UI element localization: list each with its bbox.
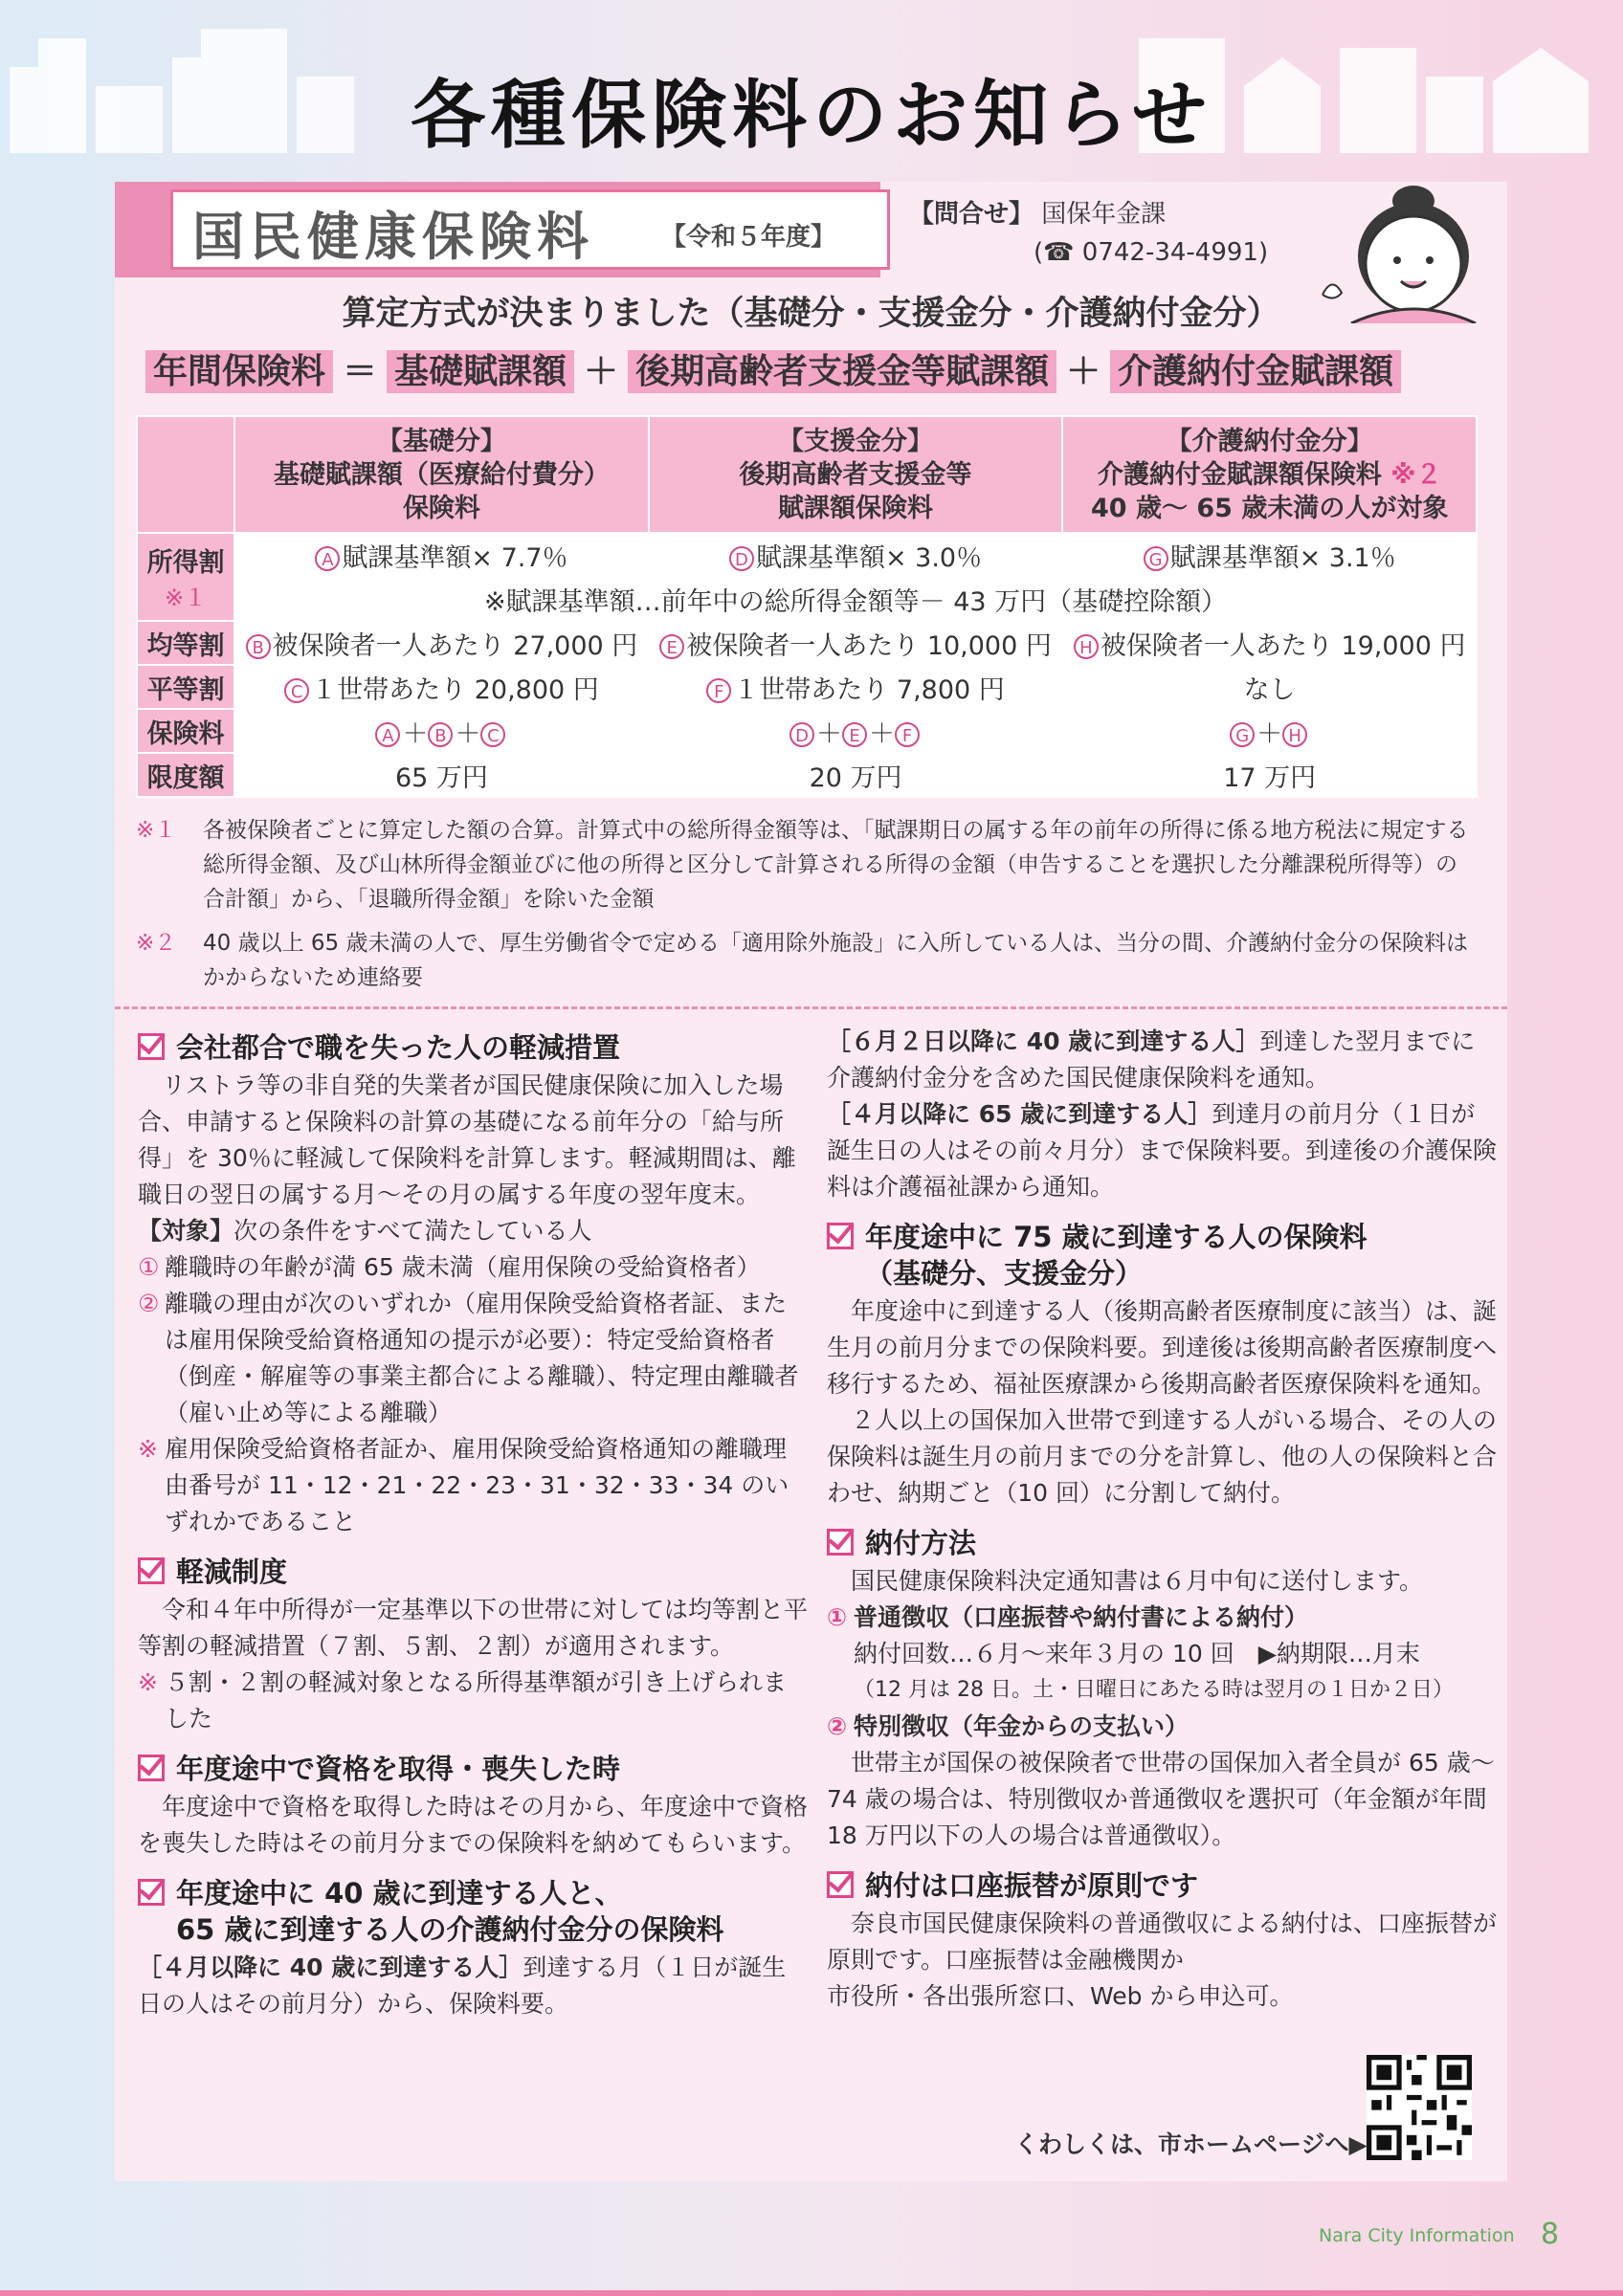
left-column [138,1024,808,2022]
heading-payment-method [827,1525,1497,1561]
cell-income-support [649,533,1063,577]
col-header-line: 後期高齢者支援金等 [739,459,972,490]
heading-direct-debit [827,1867,1497,1904]
publication-name: Nara City Information [1319,2225,1515,2246]
heading-text: 軽減制度 [176,1556,288,1588]
cell-base-amount-note: ※賦課基準額…前年中の総所得金額等－ 43 万円（基礎控除額） [234,577,1477,621]
checkbox-icon [827,1223,854,1249]
section-title-box [170,189,890,270]
list-text: 離職時の年齢が満 65 歳未満（雇用保険の受給資格者） [165,1253,761,1281]
col-header-line [1063,458,1476,492]
list-number: ① [138,1253,160,1281]
paragraph: 奈良市国民健康保険料の普通徴収による納付は、口座振替が原則です。口座振替は金融機関か [827,1910,1498,1974]
row-head-note: ※１ [165,585,208,611]
cell-percapita-support [649,621,1063,665]
row-head-limit: 限度額 [137,753,234,797]
target-line [138,1213,808,1249]
cell-limit-support: 20 万円 [649,753,1063,797]
checkbox-icon [138,1557,165,1584]
col-header-line: 40 歳～ 65 歳未満の人が対象 [1091,493,1449,523]
contact-tel: (☎ 0742-34-4991) [1034,238,1269,267]
dashed-divider [115,1006,1507,1009]
paragraph: リストラ等の非自発的失業者が国民健康保険に加入した場合、申請すると保険料の計算の基礎になる前年分の「給与所得」を 30％に軽減して保険料を計算します。軽減期間は、離職日の翌日の属する月～その月の属する年度の翌年度末。 [138,1071,796,1208]
contact-info [909,195,1268,272]
heading-qualification-change [138,1751,808,1787]
col-header-text: 介護納付金賦課額保険料 [1097,459,1382,490]
heading-text: （基礎分、支援金分） [865,1257,1144,1290]
target-label: 【対象】 [138,1217,234,1245]
paragraph: 年度途中に到達する人（後期高齢者医療制度に該当）は、誕生月の前月分までの保険料要。到達後は後期高齢者医療制度へ移行するため、福祉医療課から後期高齢者医療保険料を通知。 [827,1297,1498,1398]
col-header-note: ※２ [1390,459,1442,490]
formula-term-basic: 基礎賦課額 [387,350,574,393]
cell-text: 賦課基準額× 3.1％ [1169,542,1396,573]
row-head-per-household: 平等割 [137,665,234,709]
cell-text: 賦課基準額× 3.0％ [755,542,983,573]
col-header-line: 賦課額保険料 [778,493,934,523]
para-label: ［４月以降に 65 歳に到達する人］ [827,1100,1212,1128]
list-item [138,1665,808,1737]
checkbox-icon [138,1879,165,1906]
mark-g: G [1230,722,1255,747]
heading-text: 会社都合で職を失った人の軽減措置 [176,1031,621,1064]
cell-text: 賦課基準額× 7.7％ [342,542,568,573]
list-item [138,1431,808,1540]
formula-plus: ＋ [584,352,619,391]
cell-household-care: なし [1062,665,1477,709]
content-panel [115,182,1507,2181]
heading-unemployment-relief [138,1029,808,1066]
mark-h: H [1074,634,1099,659]
mark-c: C [480,722,505,747]
formula-term-support: 後期高齢者支援金等賦課額 [628,350,1056,393]
list-number: ② [138,1290,160,1317]
mark-a: A [375,722,400,747]
mark-d: D [729,546,754,571]
para-text: 到達した翌月までに介護納付金分を含めた国民健康保険料を通知。 [827,1027,1476,1092]
list-number: ② [827,1712,848,1740]
cell-percapita-basic [234,621,649,665]
section-title: 国民健康保険料 [192,207,594,267]
paragraph: 年度途中で資格を取得した時はその月から、年度途中で資格を喪失した時はその前月分までの保険料を納めてもらいます。 [138,1793,809,1857]
formula-plus: ＋ [1066,352,1101,391]
page-number: 8 [1541,2218,1560,2251]
col-header-line: 【支援金分】 [778,426,934,456]
cell-limit-basic: 65 万円 [234,753,649,797]
mark-e: E [659,634,684,659]
list-number: ① [827,1603,848,1631]
plus-sign: ＋ [402,718,429,749]
paragraph [827,1096,1497,1205]
col-header-care [1062,416,1477,533]
checkbox-icon [827,1529,854,1556]
paragraph: 令和４年中所得が一定基準以下の世帯に対しては均等割と平等割の軽減措置（７割、５割、２割）が適用されます。 [138,1596,809,1660]
heading-text: 年度途中に 40 歳に到達する人と、 [176,1877,623,1910]
cell-income-care [1062,533,1477,577]
footnote-text: 各被保険者ごとに算定した額の合算。計算式中の総所得金額等は、「賦課期日の属する年の前年の所得に係る地方税法に規定する総所得金額、及び山林所得金額並びに他の所得と区分して計算される所得の金額（申告することを選択した分離課税所得等）の合計額」から、「退職所得金額」を除いた金額 [203,818,1469,912]
table-corner [137,416,234,533]
payment-detail: 納付回数…６月～来年３月の 10 回 ▶納期限…月末 [854,1640,1420,1667]
plus-sign: ＋ [816,718,843,749]
homepage-link[interactable]: くわしくは、市ホームページへ▶ [1014,2130,1367,2158]
paragraph: ２人以上の国保加入世帯で到達する人がいる場合、その人の保険料は誕生月の前月までの分を計算し、他の人の保険料と合わせ、納期ごと（10 回）に分割して納付。 [827,1406,1498,1507]
right-column [827,1024,1497,2015]
cell-limit-care: 17 万円 [1062,753,1477,797]
mark-a: A [315,546,340,571]
list-item [827,1600,1497,1636]
mark-e: E [842,722,867,747]
list-number: ※ [138,1668,158,1696]
plus-sign: ＋ [1256,718,1283,749]
list-text: 離職の理由が次のいずれか（雇用保険受給資格者証、または雇用保険受給資格通知の提示が必要）：特定受給資格者（倒産・解雇等の事業主都合による離職）、特定理由離職者（雇い止め等による離職） [165,1290,799,1426]
para-label: ［６月２日以降に 40 歳に到達する人］ [827,1027,1260,1055]
cell-text: 被保険者一人あたり 27,000 円 [272,630,638,661]
col-header-line: 【基礎分】 [376,426,506,456]
mark-g: G [1144,546,1168,571]
heading-text: 65 歳に到達する人の介護納付金分の保険料 [176,1913,724,1946]
heading-text: 納付は口座振替が原則です [865,1869,1199,1902]
cell-text: １世帯あたり 20,800 円 [311,674,599,705]
col-header-line: 基礎賦課額（医療給付費分） [273,459,610,490]
mark-b: B [428,722,453,747]
plus-sign: ＋ [455,718,481,749]
table-footnotes [136,813,1476,1004]
footnote-1 [136,813,1476,916]
cell-household-basic [234,665,649,709]
mark-f: F [706,678,731,703]
footnote-mark: ※１ [136,818,177,843]
page-title: 各種保険料のお知らせ [411,73,1212,159]
checkbox-icon [827,1871,854,1898]
heading-text: 年度途中で資格を取得・喪失した時 [176,1753,621,1785]
cell-household-support [649,665,1063,709]
para-label: ［４月以降に 40 歳に到達する人］ [138,1954,523,1981]
col-header-line: 保険料 [402,493,480,523]
cell-premium-support [649,709,1063,753]
col-header-support [649,416,1063,533]
para-text: 到達する月（１日が誕生日の人はその前月分）から、保険料要。 [138,1954,787,2018]
footnote-2 [136,926,1476,995]
year-tag: 【令和５年度】 [661,223,836,252]
cell-text: 被保険者一人あたり 10,000 円 [686,630,1052,661]
qr-code-icon[interactable] [1367,2055,1472,2160]
row-head-text: 所得割 [146,548,225,578]
heading-reduction-system [138,1554,808,1590]
cell-income-basic [234,533,649,577]
bottom-bar [0,2290,1623,2296]
paragraph: 市役所・各出張所窓口、Web から申込可。 [827,1982,1294,2010]
footnote-mark: ※２ [136,931,177,956]
formula-total: 年間保険料 [145,350,333,393]
list-item [138,1249,808,1286]
plus-sign: ＋ [869,718,896,749]
list-number: ※ [138,1435,158,1463]
heading-age-40-65 [138,1875,808,1948]
premium-rate-table [136,415,1478,798]
row-head-per-capita: 均等割 [137,621,234,665]
mark-c: C [284,678,309,703]
row-head-premium: 保険料 [137,709,234,753]
footnote-text: 40 歳以上 65 歳未満の人で、厚生労働省令で定める「適用除外施設」に入所している人は、当分の間、介護納付金分の保険料はかからないため連絡要 [203,931,1469,990]
premium-formula [145,344,1401,393]
cell-text: 被保険者一人あたり 19,000 円 [1100,630,1466,661]
checkbox-icon [138,1755,165,1781]
cell-premium-basic [234,709,649,753]
paragraph [827,1024,1497,1096]
list-text: ５割・２割の軽減対象となる所得基準額が引き上げられました [165,1668,788,1733]
heading-text: 納付方法 [865,1527,977,1559]
formula-equals: ＝ [343,352,378,391]
paragraph: 世帯主が国保の被保険者で世帯の国保加入者全員が 65 歳～ 74 歳の場合は、特別徴収か普通徴収を選択可（年金額が年間 18 万円以下の人の場合は普通徴収）。 [827,1749,1495,1849]
contact-dept: 国保年金課 [1041,200,1167,229]
target-text: 次の条件をすべて満たしている人 [233,1217,592,1245]
list-item [827,1709,1497,1745]
payment-note: （12 月は 28 日。土・日曜日にあたる時は翌月の１日か２日） [854,1678,1454,1702]
mark-f: F [895,722,920,747]
mark-b: B [246,634,271,659]
row-head-income [137,533,234,621]
col-header-basic [234,416,649,533]
col-header-line: 【介護納付金分】 [1166,426,1373,456]
heading-text: 年度途中に 75 歳に到達する人の保険料 [865,1221,1367,1253]
mark-h: H [1282,722,1307,747]
heading-age-75 [827,1219,1497,1292]
cell-percapita-care [1062,621,1477,665]
list-item [138,1286,808,1431]
list-text: 雇用保険受給資格者証か、雇用保険受給資格通知の離職理由番号が 11・12・21・22・23・31・32・33・34 のいずれかであること [165,1435,789,1535]
mark-d: D [789,722,814,747]
calculation-subheading: 算定方式が決まりました（基礎分・支援金分・介護納付金分） [342,295,1280,333]
formula-term-care: 介護納付金賦課額 [1110,350,1401,393]
checkbox-icon [138,1033,165,1060]
contact-label: 【問合せ】 [909,200,1034,229]
para-text: 到達月の前月分（１日が誕生日の人はその前々月分）まで保険料要。到達後の介護保険料は介護福祉課から通知。 [827,1100,1498,1201]
cell-premium-care [1062,709,1477,753]
list-text: 特別徴収（年金からの支払い） [854,1712,1189,1740]
list-text: 普通徴収（口座振替や納付書による納付） [854,1603,1309,1631]
paragraph: 国民健康保険料決定通知書は６月中旬に送付します。 [851,1567,1424,1595]
paragraph [138,1950,808,2022]
cell-text: １世帯あたり 7,800 円 [733,674,1005,705]
